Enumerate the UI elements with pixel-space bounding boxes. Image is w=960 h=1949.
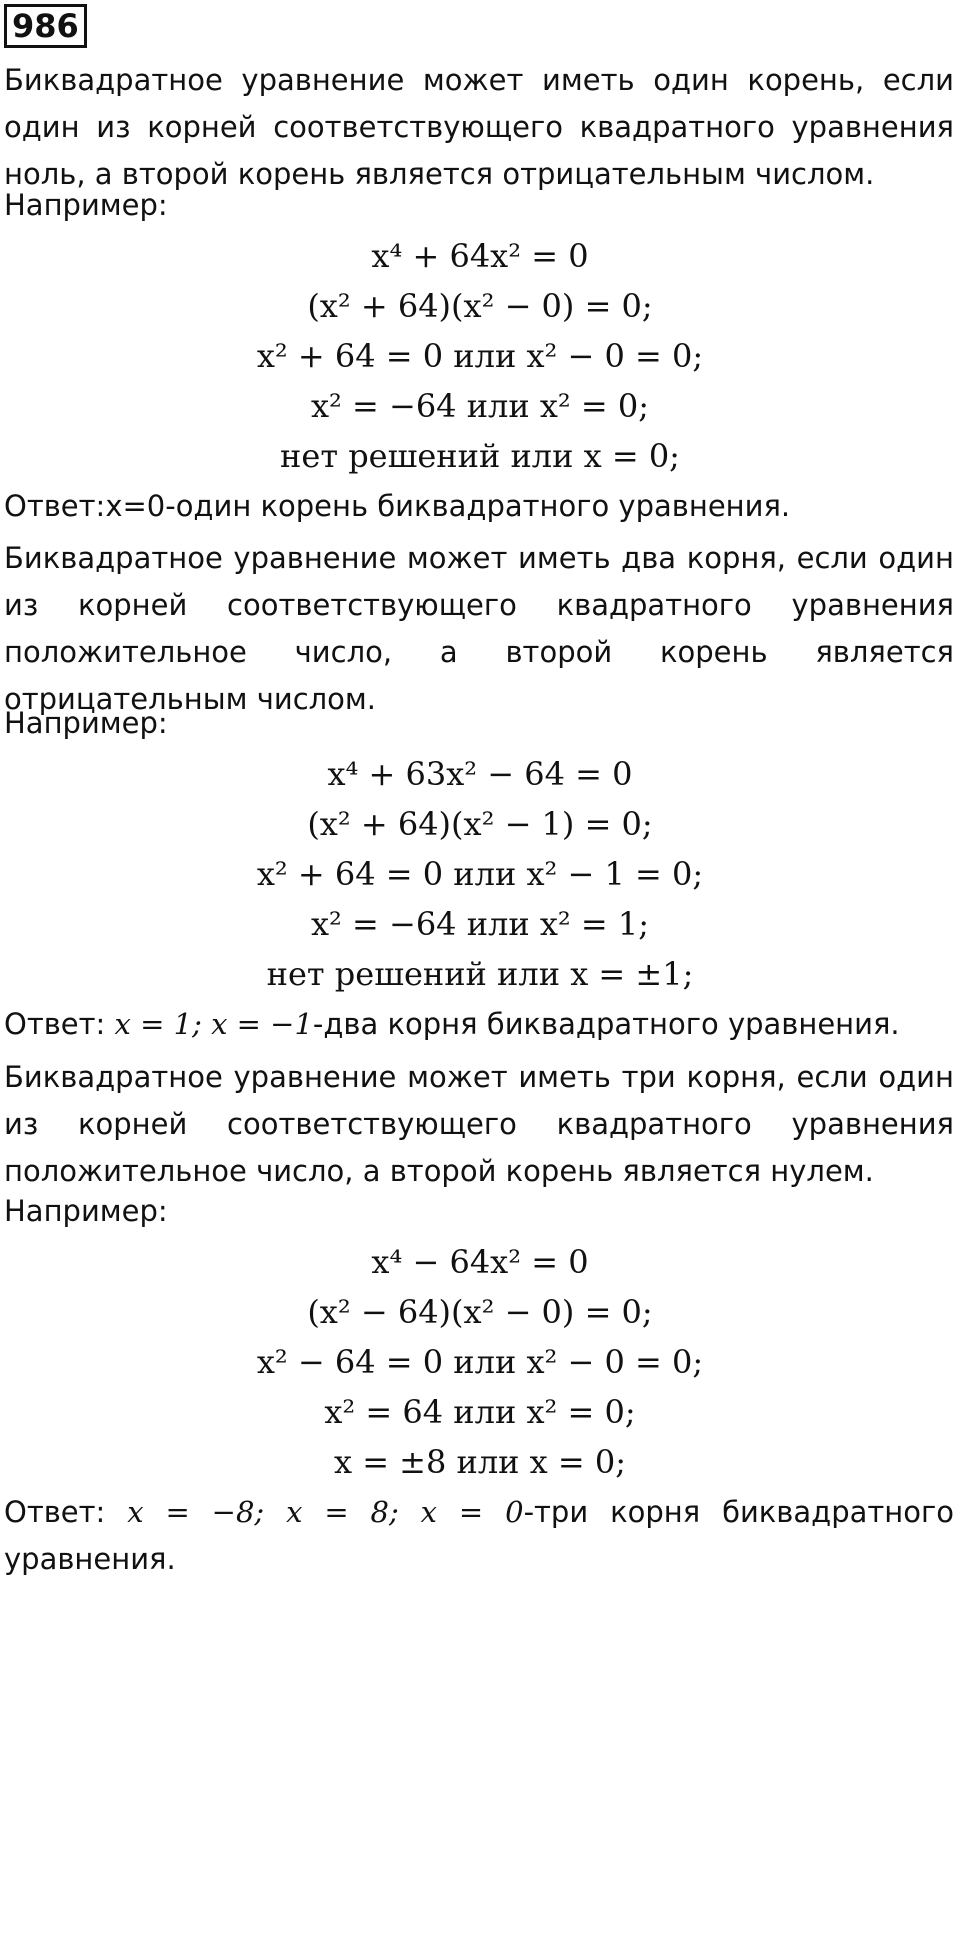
case1-equation-1: x⁴ + 64x² = 0 <box>371 237 589 275</box>
case3-equation-1: x⁴ − 64x² = 0 <box>371 1243 589 1281</box>
task-number: 986 <box>4 4 87 48</box>
case1-text: Биквадратное уравнение может иметь один корень, если один из корней соответствующего квадратного уравнения ноль, а второй корень является отрицательным числом. <box>4 63 954 191</box>
case1-equation-5: нет решений или x = 0; <box>280 437 680 475</box>
case2-equation-3: x² + 64 = 0 или x² − 1 = 0; <box>256 855 704 893</box>
case2-equation-1: x⁴ + 63x² − 64 = 0 <box>327 755 633 793</box>
case2-answer-math: x = 1; x = −1 <box>114 1007 313 1041</box>
case3-equation-4: x² = 64 или x² = 0; <box>324 1393 636 1431</box>
case3-equation-3: x² − 64 = 0 или x² − 0 = 0; <box>256 1343 704 1381</box>
case2-example-label: Например: <box>4 706 168 740</box>
case3-text: Биквадратное уравнение может иметь три корня, если один из корней соответствующего квадратного уравнения положительное число, а второй корень является нулем. <box>4 1060 954 1188</box>
case2-answer <box>4 1001 954 1048</box>
case1-equation-4: x² = −64 или x² = 0; <box>310 387 650 425</box>
case3-answer <box>4 1489 954 1583</box>
case3-answer-suffix: -три корня биквадратного уравнения. <box>4 1495 954 1576</box>
case2-answer-suffix: -два корня биквадратного уравнения. <box>312 1007 900 1041</box>
case3-equation-2: (x² − 64)(x² − 0) = 0; <box>307 1293 653 1331</box>
case2-text: Биквадратное уравнение может иметь два корня, если один из корней соответствующего квадратного уравнения положительное число, а второй корень является отрицательным числом. <box>4 541 954 716</box>
case1-example-label: Например: <box>4 188 168 222</box>
case2-equation-5: нет решений или x = ±1; <box>266 955 694 993</box>
case1-answer: Ответ:x=0-один корень биквадратного уравнения. <box>4 489 791 523</box>
case1-equation-3: x² + 64 = 0 или x² − 0 = 0; <box>256 337 704 375</box>
case3-equation-5: x = ±8 или x = 0; <box>333 1443 627 1481</box>
case3-answer-prefix: Ответ: <box>4 1495 128 1529</box>
case2-answer-prefix: Ответ: <box>4 1007 115 1041</box>
case1-equation-2: (x² + 64)(x² − 0) = 0; <box>307 287 653 325</box>
case2-equation-4: x² = −64 или x² = 1; <box>310 905 650 943</box>
case3-answer-math: x = −8; x = 8; x = 0 <box>127 1495 524 1529</box>
case3-example-label: Например: <box>4 1194 168 1228</box>
case2-equation-2: (x² + 64)(x² − 1) = 0; <box>307 805 653 843</box>
